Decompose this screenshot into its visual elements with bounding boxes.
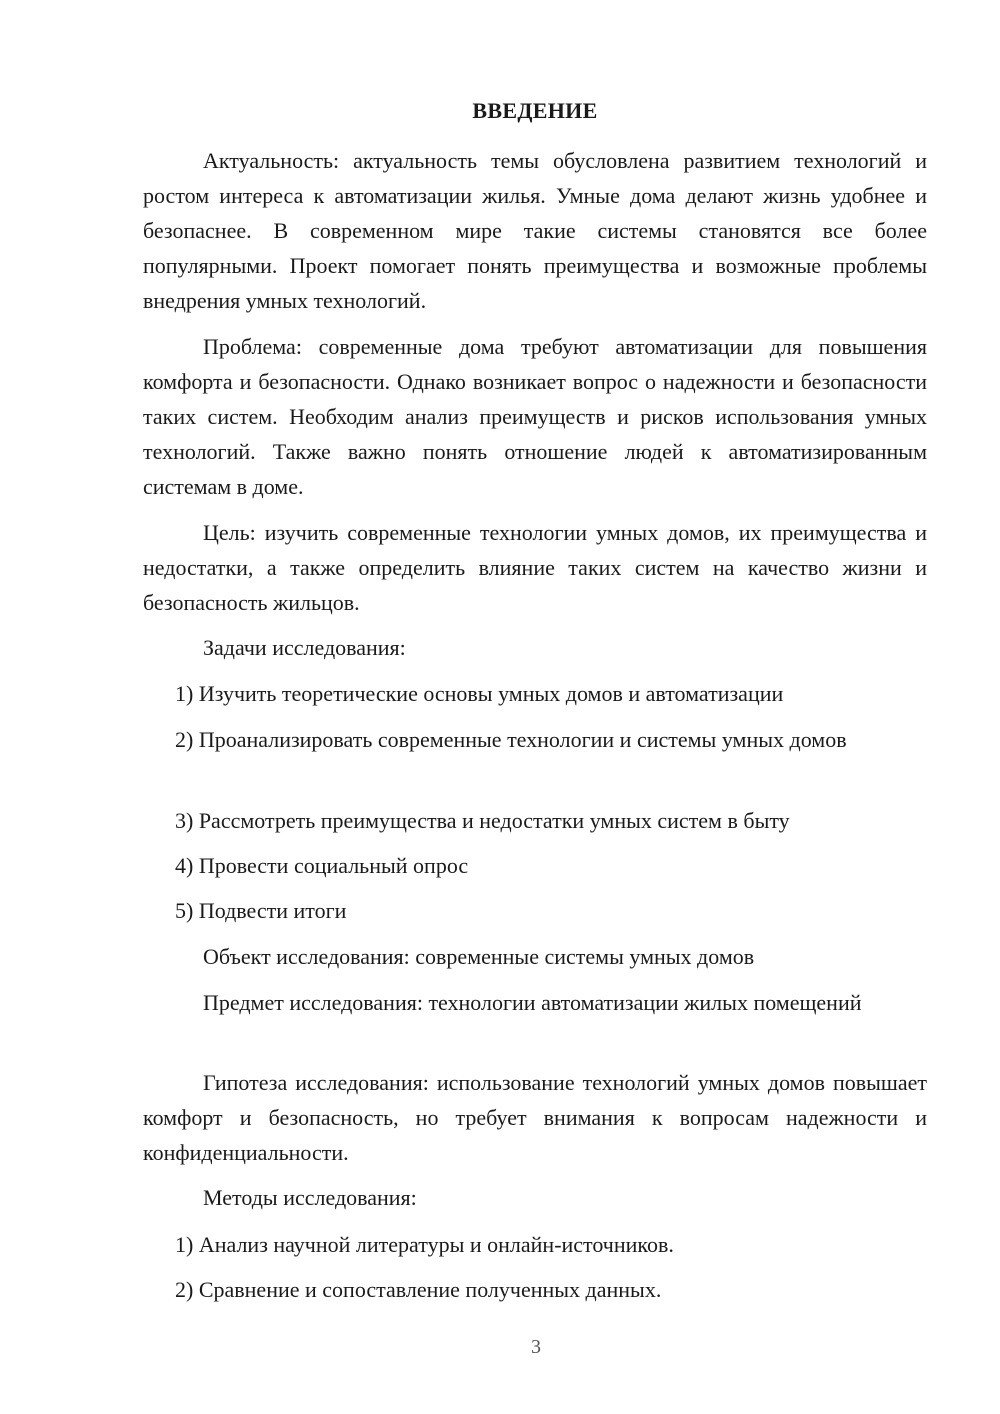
task-item-1-block <box>143 676 927 711</box>
goal-paragraph-block <box>143 515 927 620</box>
object-paragraph-block <box>143 939 927 974</box>
method-item-2-block <box>143 1272 927 1307</box>
list-item: 5) Подвести итоги <box>175 898 347 923</box>
list-item: 2) Проанализировать современные технологии и системы умных домов <box>175 727 847 752</box>
methods-title: Методы исследования: <box>203 1185 417 1210</box>
task-item-5-block <box>143 893 927 928</box>
problem-paragraph-block <box>143 329 927 504</box>
goal-paragraph: Цель: изучить современные технологии умных домов, их преимущества и недостатки, а также определить влияние таких систем на качество жизни и безопасность жильцов. <box>143 520 927 615</box>
method-item-1-block <box>143 1227 927 1262</box>
list-item: 1) Изучить теоретические основы умных домов и автоматизации <box>175 681 784 706</box>
page-number: 3 <box>531 1336 541 1358</box>
relevance-paragraph-block <box>143 143 927 318</box>
list-item: 1) Анализ научной литературы и онлайн-источников. <box>175 1232 674 1257</box>
hypothesis-paragraph-block <box>143 1065 927 1170</box>
subject-paragraph-block <box>143 985 927 1020</box>
list-item: 3) Рассмотреть преимущества и недостатки умных систем в быту <box>175 808 790 833</box>
subject-paragraph: Предмет исследования: технологии автоматизации жилых помещений <box>203 990 862 1015</box>
relevance-paragraph: Актуальность: актуальность темы обусловлена развитием технологий и ростом интереса к автоматизации жилья. Умные дома делают жизнь удобнее и безопаснее. В современном мире такие системы становятся все более популярными. Проект помогает понять преимущества и возможные проблемы внедрения умных технологий. <box>143 148 927 313</box>
tasks-title-block <box>143 630 927 665</box>
task-item-4-block <box>143 848 927 883</box>
list-item: 2) Сравнение и сопоставление полученных данных. <box>175 1277 662 1302</box>
problem-paragraph: Проблема: современные дома требуют автоматизации для повышения комфорта и безопасности. Однако возникает вопрос о надежности и безопасности таких систем. Необходим анализ преимуществ и рисков использования умных технологий. Также важно понять отношение людей к автоматизированным системам в доме. <box>143 334 927 499</box>
task-item-3-block <box>143 803 927 838</box>
page-title: ВВЕДЕНИЕ <box>472 98 598 123</box>
list-item: 4) Провести социальный опрос <box>175 853 469 878</box>
object-paragraph: Объект исследования: современные системы умных домов <box>203 944 755 969</box>
tasks-title: Задачи исследования: <box>203 635 406 660</box>
methods-title-block <box>143 1180 927 1215</box>
task-item-2-block <box>143 722 927 757</box>
hypothesis-paragraph: Гипотеза исследования: использование технологий умных домов повышает комфорт и безопасность, но требует внимания к вопросам надежности и конфиденциальности. <box>143 1070 927 1165</box>
